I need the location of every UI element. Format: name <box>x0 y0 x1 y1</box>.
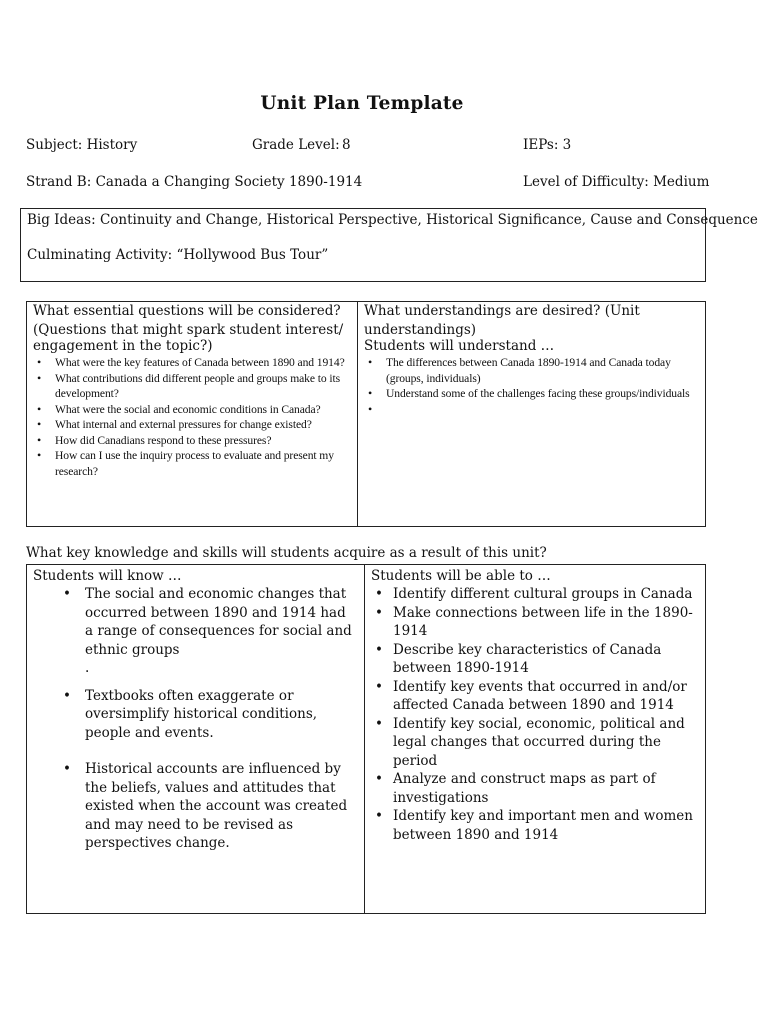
students-will-know-cell <box>27 565 365 914</box>
list-item: • How did Canadians respond to these pressures? <box>33 433 351 449</box>
overview-box <box>20 208 758 282</box>
knowledge-skills-table <box>26 564 706 914</box>
understandings-subheading: understandings) <box>364 322 477 338</box>
students-will-know-list <box>33 585 358 853</box>
essential-questions-subheading: (Questions that might spark student interest/ <box>33 322 344 338</box>
essential-questions-subheading-2: engagement in the topic?) <box>33 338 213 354</box>
essential-questions-heading: What essential questions will be considered? <box>33 303 341 319</box>
list-item: • Identify key and important men and women between 1890 and 1914 <box>371 807 699 844</box>
grade-level-value: 8 <box>342 137 351 153</box>
difficulty-field: Level of Difficulty: Medium <box>523 174 710 190</box>
list-item: • Identify key social, economic, political and legal changes that occurred during the period <box>371 715 699 771</box>
students-will-be-able-list <box>371 585 699 844</box>
grade-level-label: Grade Level: <box>252 137 340 153</box>
list-item: • What internal and external pressures for change existed? <box>33 417 351 433</box>
list-item: • Identify different cultural groups in Canada <box>371 585 699 604</box>
essential-questions-cell <box>27 302 358 527</box>
document-title: Unit Plan Template <box>260 93 464 114</box>
list-item: • The differences between Canada 1890-1914 and Canada today (groups, individuals) <box>364 355 699 386</box>
list-item: • The social and economic changes that occurred between 1890 and 1914 had a range of consequences for social and ethnic groups . <box>33 585 358 678</box>
students-will-be-able-cell <box>365 565 706 914</box>
list-item: • Historical accounts are influenced by the beliefs, values and attitudes that existed when the account was created and may need to be revised as perspectives change. <box>33 760 358 853</box>
understandings-cell <box>358 302 706 527</box>
subject-field: Subject: History <box>26 137 138 153</box>
list-item: • Make connections between life in the 1890-1914 <box>371 604 699 641</box>
stray-period: . <box>85 660 90 676</box>
list-item: • How can I use the inquiry process to evaluate and present my research? <box>33 448 351 479</box>
knowledge-skills-label: What key knowledge and skills will students acquire as a result of this unit? <box>26 545 547 561</box>
big-ideas: Big Ideas: Continuity and Change, Historical Perspective, Historical Significance, Cause and Consequence <box>27 212 758 228</box>
list-item: • What contributions did different people and groups make to its development? <box>33 371 351 402</box>
list-item: • What were the social and economic conditions in Canada? <box>33 402 351 418</box>
understandings-list <box>364 355 699 402</box>
essential-questions-list <box>33 355 351 479</box>
list-item: • Understand some of the challenges facing these groups/individuals <box>364 386 699 402</box>
list-item: • Identify key events that occurred in and/or affected Canada between 1890 and 1914 <box>371 678 699 715</box>
students-will-be-able-heading: Students will be able to … <box>371 568 551 584</box>
list-item: • Analyze and construct maps as part of investigations <box>371 770 699 807</box>
list-item: • Textbooks often exaggerate or oversimplify historical conditions, people and events. <box>33 687 358 743</box>
students-will-understand: Students will understand … <box>364 338 555 354</box>
questions-table <box>26 301 706 527</box>
strand-field: Strand B: Canada a Changing Society 1890-1914 <box>26 174 363 190</box>
list-item: • What were the key features of Canada between 1890 and 1914? <box>33 355 351 371</box>
students-will-know-heading: Students will know … <box>33 568 182 584</box>
list-item: • Describe key characteristics of Canada between 1890-1914 <box>371 641 699 678</box>
ieps-field: IEPs: 3 <box>523 137 572 153</box>
understandings-heading: What understandings are desired? (Unit <box>364 303 640 319</box>
culminating-activity: Culminating Activity: “Hollywood Bus Tour” <box>27 247 329 263</box>
